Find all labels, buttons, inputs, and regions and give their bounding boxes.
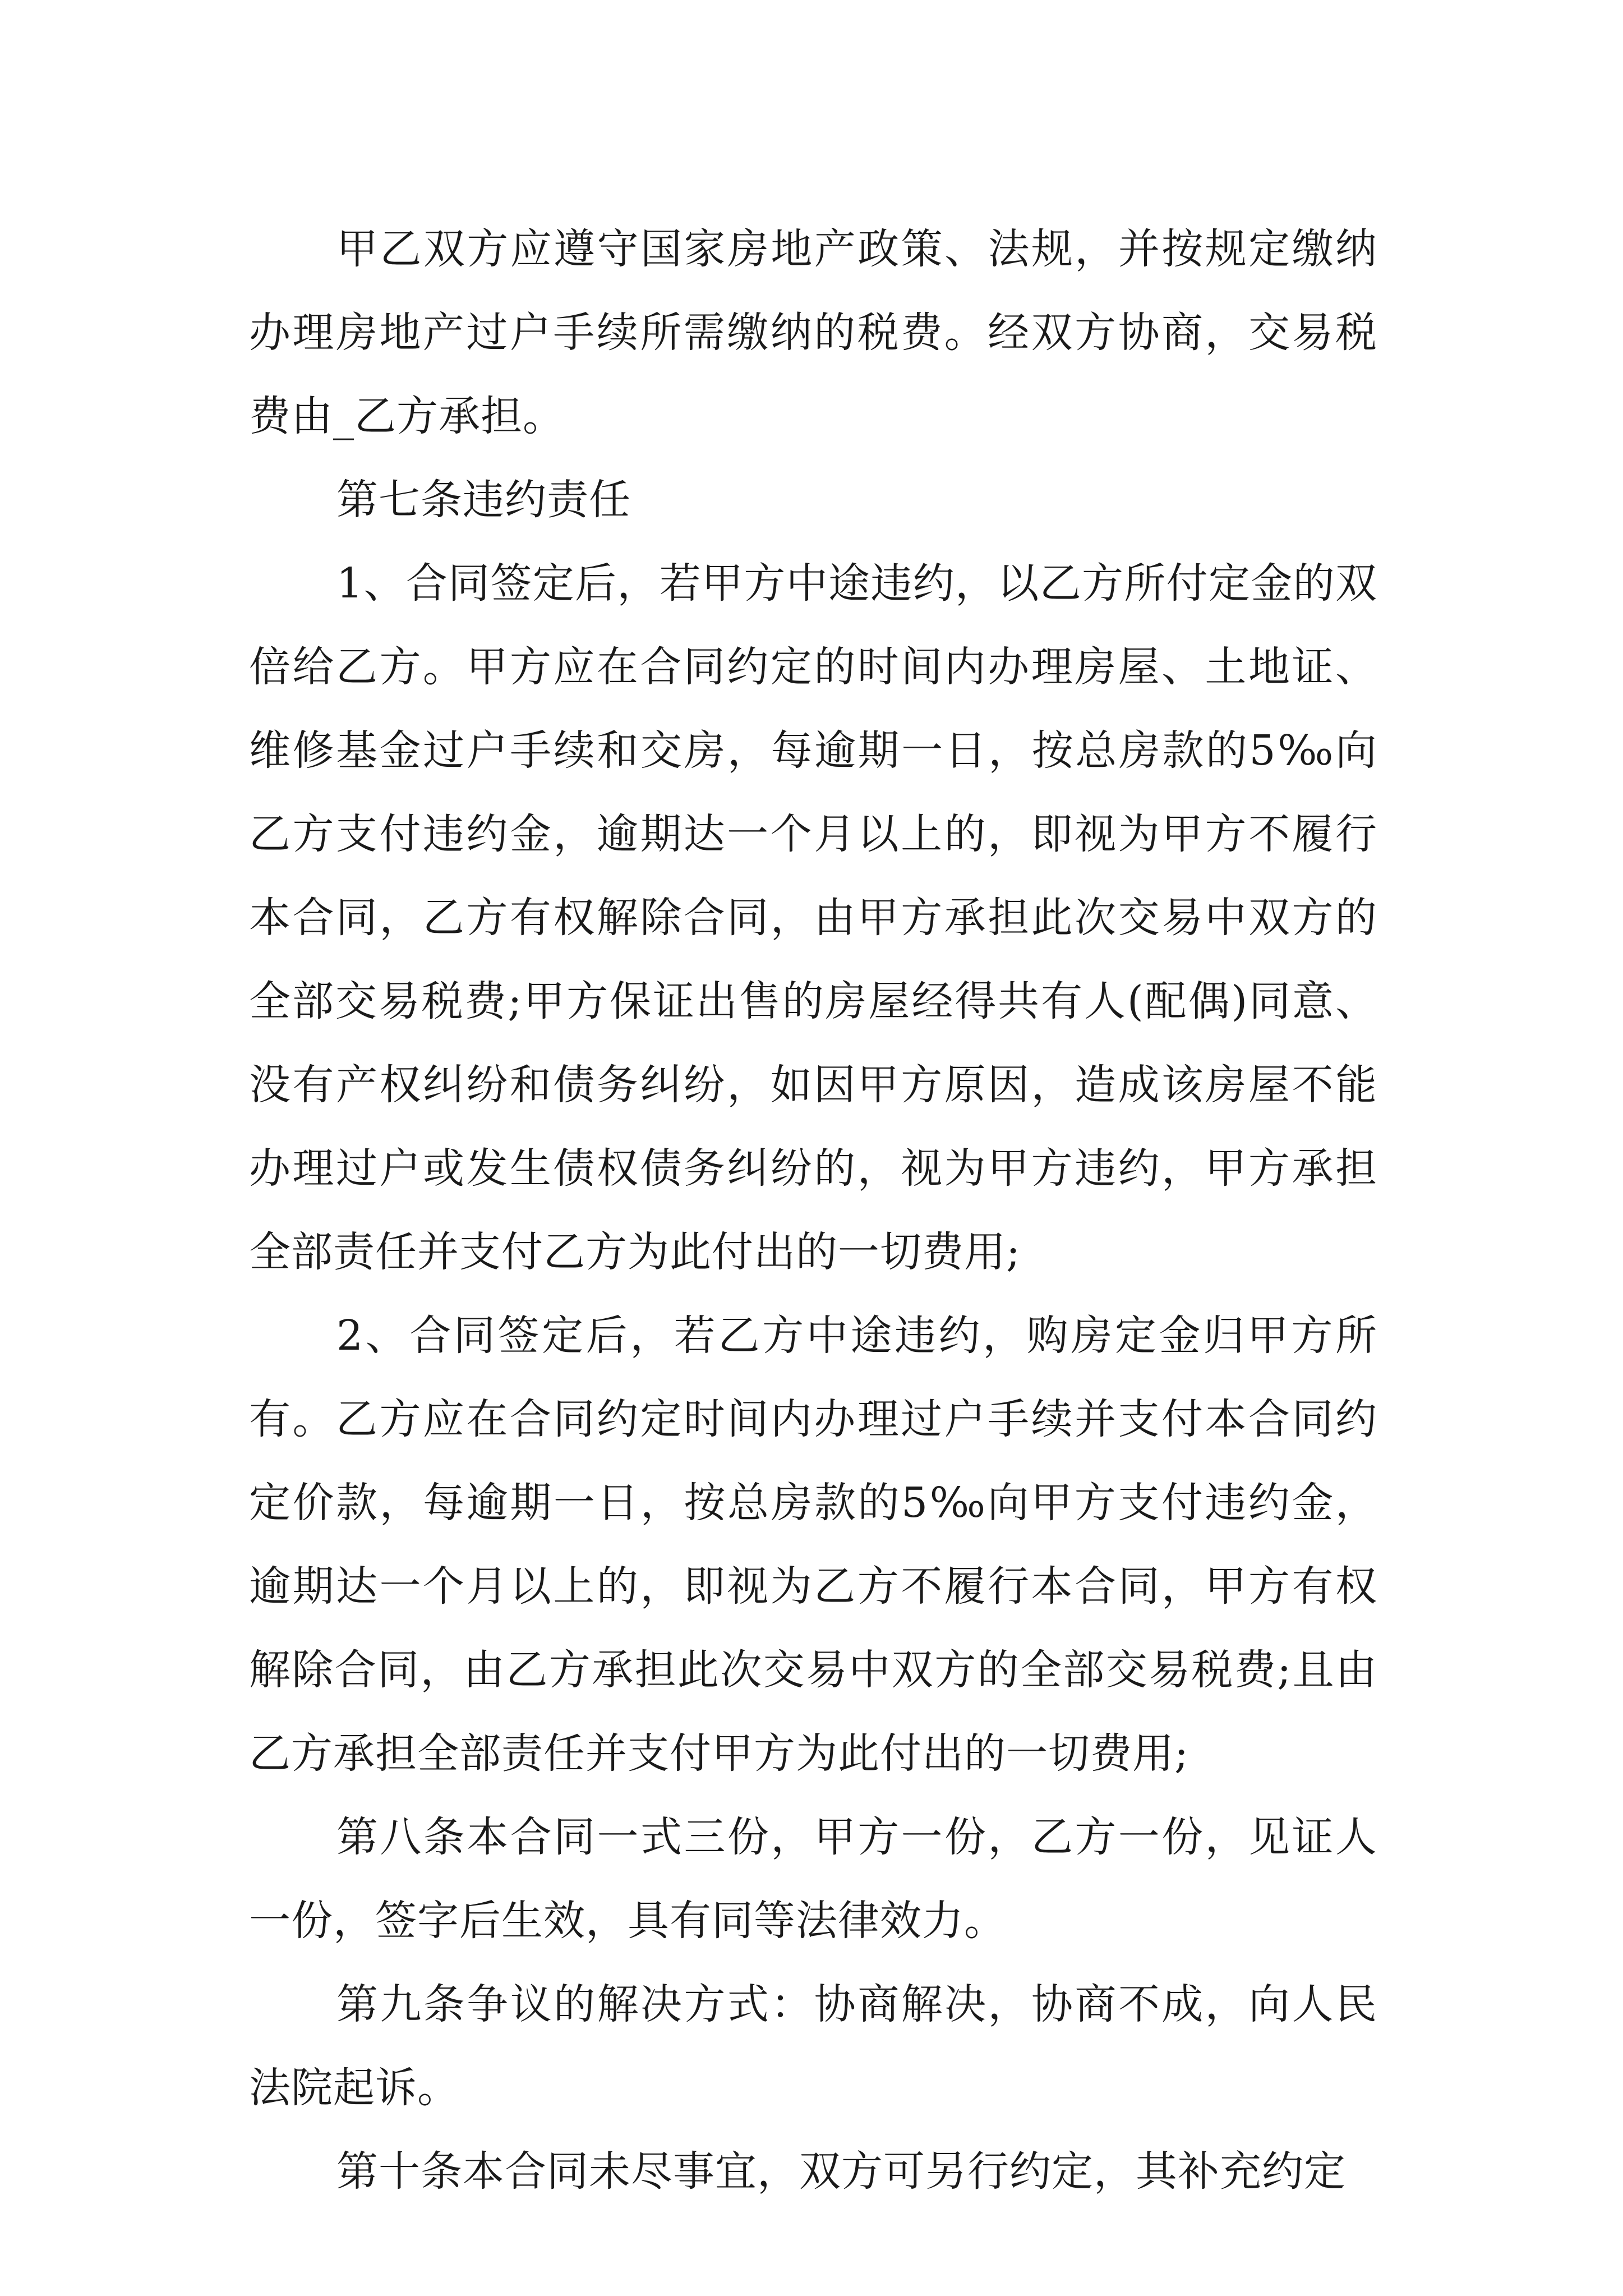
article-10: 第十条本合同未尽事宜，双方可另行约定，其补充约定 — [336, 2147, 1346, 2196]
article-7-heading: 第七条违约责任 — [336, 476, 631, 524]
article-9: 第九条争议的解决方式：协商解决，协商不成，向人民法院起诉。 — [249, 1980, 1377, 2112]
contract-body — [249, 208, 1377, 2214]
article-8: 第八条本合同一式三份，甲方一份，乙方一份，见证人一份，签字后生效，具有同等法律效力。 — [249, 1813, 1377, 1945]
article-7-clause-2: 2、合同签定后，若乙方中途违约，购房定金归甲方所有。乙方应在合同约定时间内办理过户手续并支付本合同约定价款，每逾期一日，按总房款的5‰向甲方支付违约金，逾期达一个月以上的，即视为乙方不履行本合同，甲方有权解除合同，由乙方承担此次交易中双方的全部交易税费;且由乙方承担全部责任并支付甲方为此付出的一切费用; — [249, 1312, 1377, 1778]
article-7-clause-1: 1、合同签定后，若甲方中途违约，以乙方所付定金的双倍给乙方。甲方应在合同约定的时间内办理房屋、土地证、维修基金过户手续和交房，每逾期一日，按总房款的5‰向乙方支付违约金，逾期达一个月以上的，即视为甲方不履行本合同，乙方有权解除合同，由甲方承担此次交易中双方的全部交易税费;甲方保证出售的房屋经得共有人(配偶)同意、没有产权纠纷和债务纠纷，如因甲方原因，造成该房屋不能办理过户或发生债权债务纠纷的，视为甲方违约，甲方承担全部责任并支付乙方为此付出的一切费用; — [249, 559, 1377, 1276]
paragraph-tax-fees: 甲乙双方应遵守国家房地产政策、法规，并按规定缴纳办理房地产过户手续所需缴纳的税费。经双方协商，交易税费由_乙方承担。 — [249, 225, 1377, 440]
